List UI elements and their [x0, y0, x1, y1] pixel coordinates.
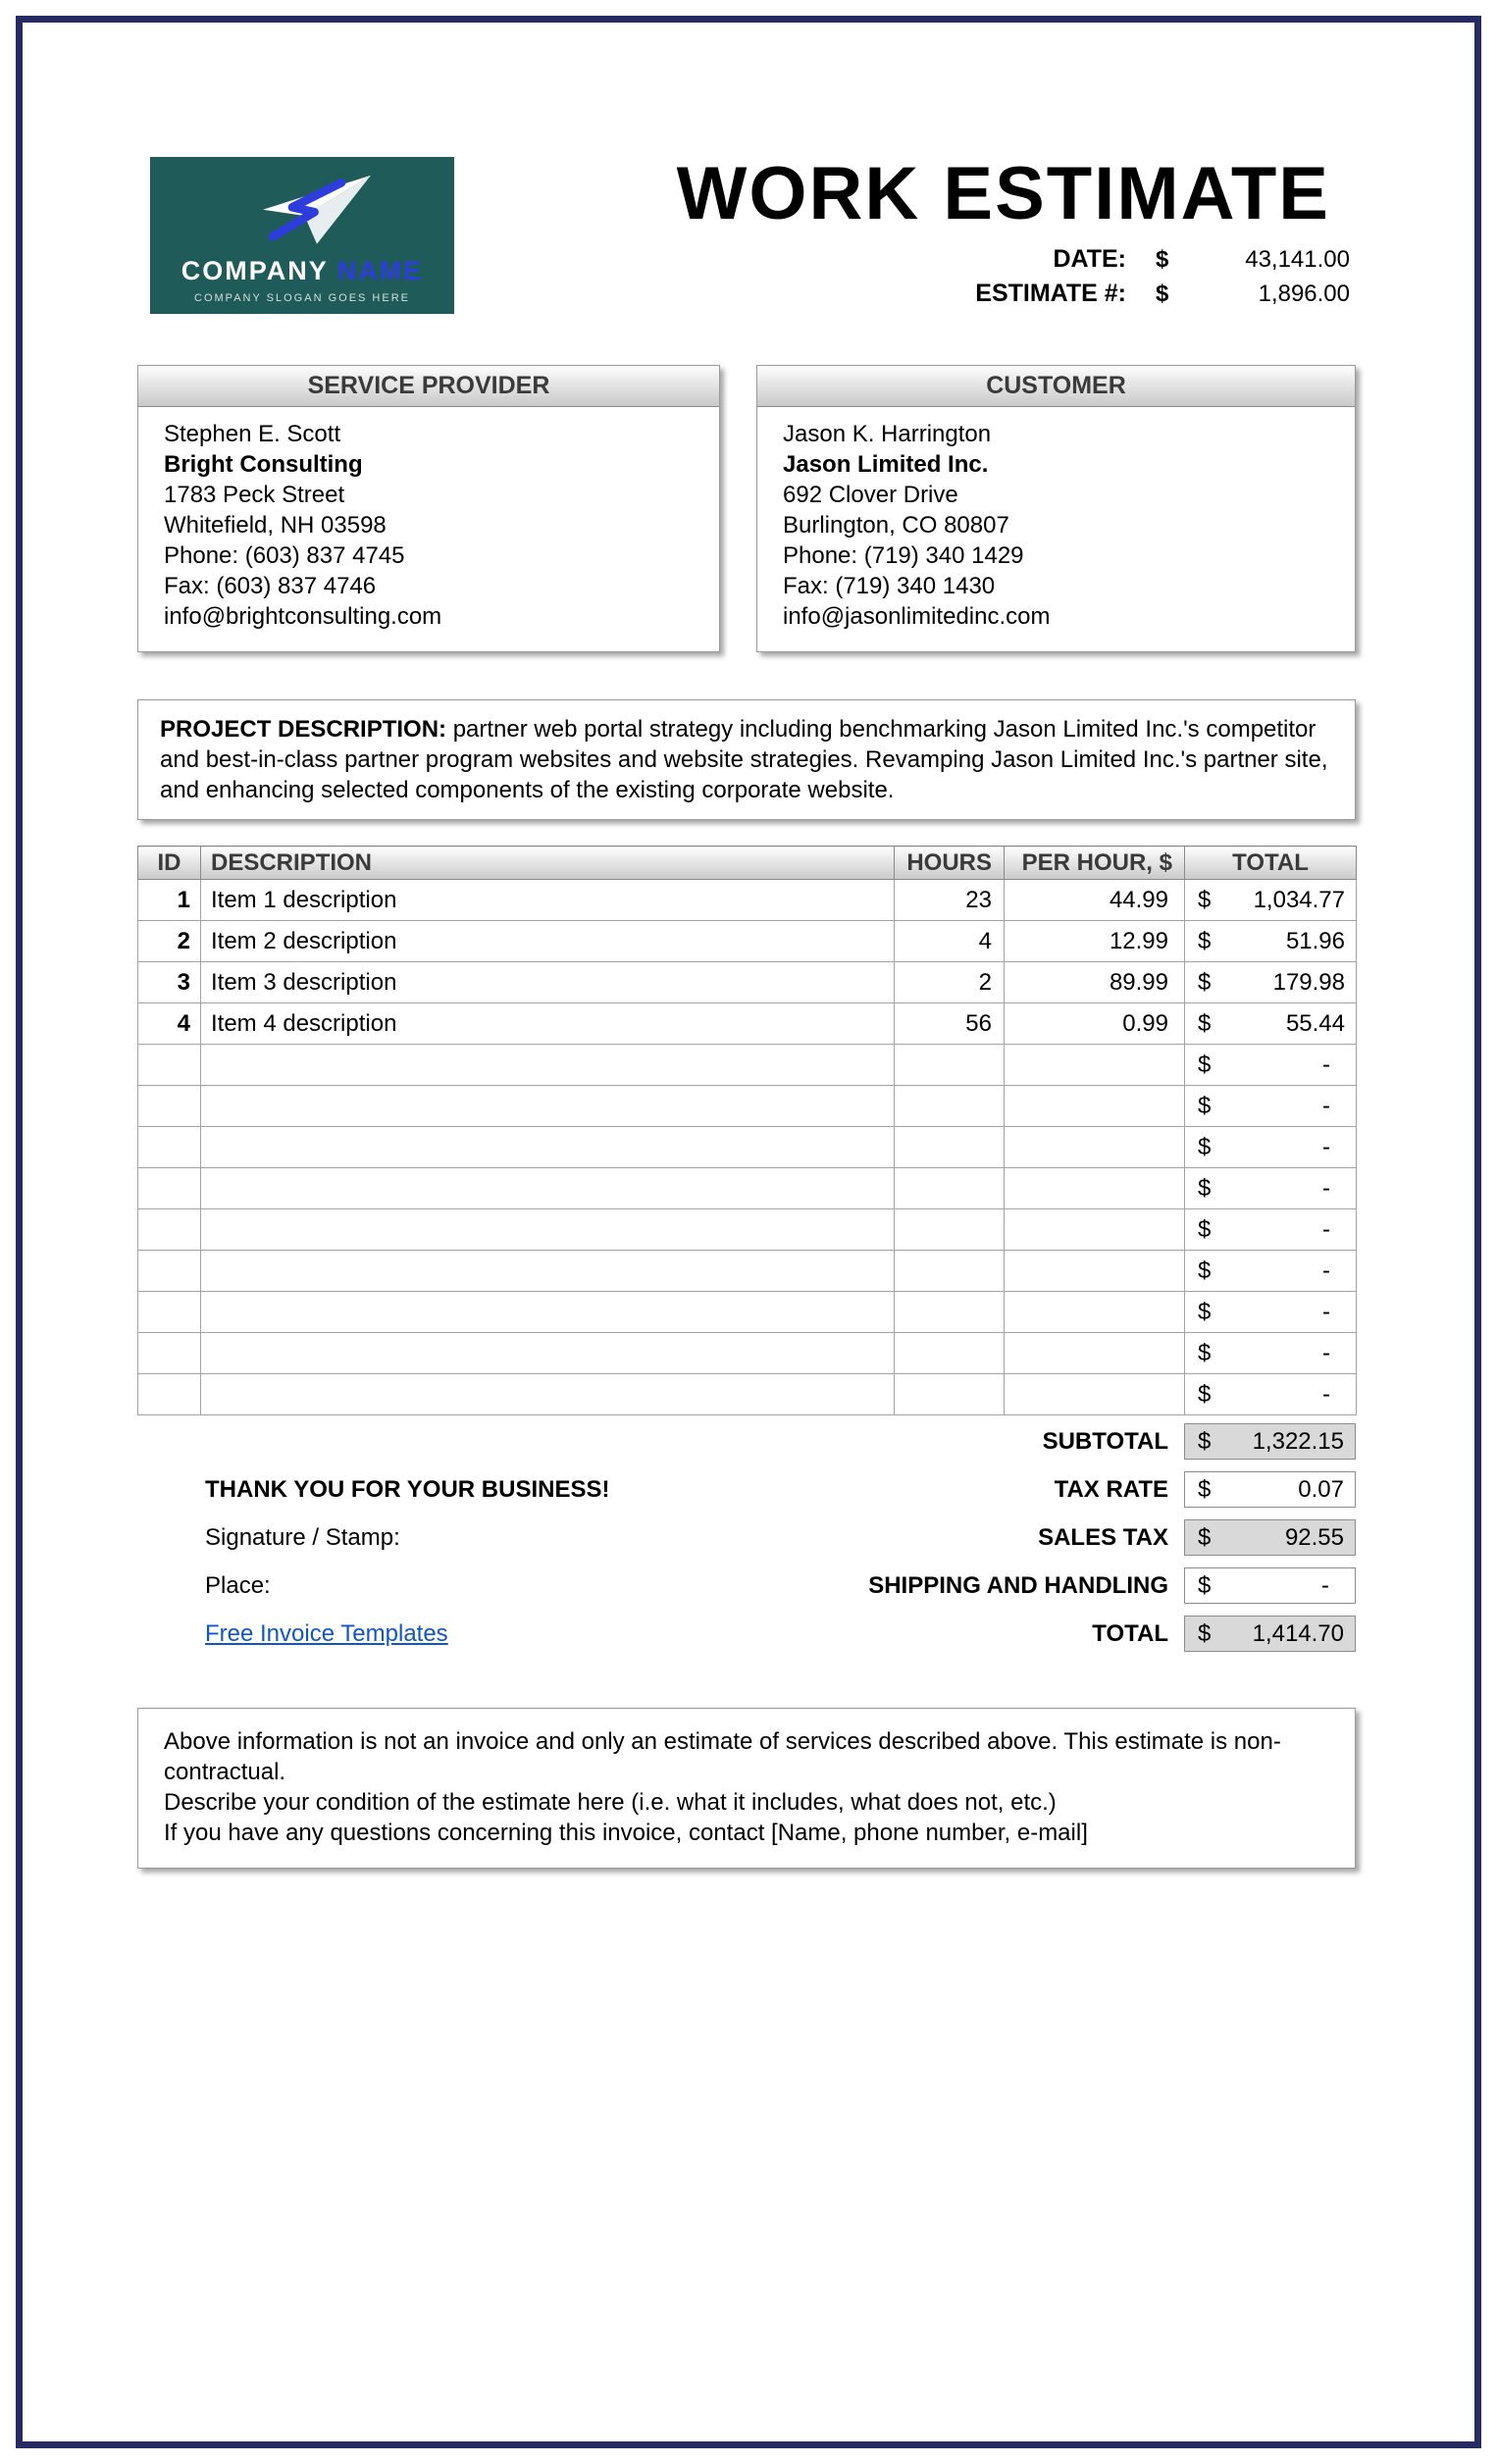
header-hours: HOURS: [895, 847, 1005, 880]
service-provider-box: [137, 365, 720, 652]
estimate-number-currency: $: [1156, 281, 1169, 307]
customer-box: [756, 365, 1356, 652]
service-provider-header: SERVICE PROVIDER: [138, 366, 719, 407]
item-description: [201, 1045, 895, 1086]
item-total: [1185, 1374, 1357, 1415]
logo-word-name: NAME: [336, 256, 424, 285]
item-total-amount: 55.44: [1285, 1009, 1345, 1037]
item-total: [1185, 1086, 1357, 1127]
item-per-hour: [1005, 1045, 1185, 1086]
total-currency: $: [1198, 1619, 1212, 1647]
item-id: [138, 1209, 201, 1251]
sales-tax-amount: 92.55: [1284, 1523, 1344, 1551]
date-value: 43,141.00: [1245, 246, 1350, 273]
item-row: [138, 1127, 1357, 1168]
item-id: [138, 1333, 201, 1374]
customer-city: Burlington, CO 80807: [783, 512, 1009, 539]
customer-fax: Fax: (719) 340 1430: [783, 573, 996, 599]
item-total: [1185, 1045, 1357, 1086]
item-id: 2: [138, 921, 201, 962]
sales-tax-label: SALES TAX: [1038, 1523, 1168, 1551]
shipping-row: [137, 1562, 1356, 1610]
shipping-amount: -: [1321, 1571, 1329, 1599]
tax-rate-value-box: [1184, 1471, 1356, 1508]
tax-rate-label: TAX RATE: [1054, 1475, 1168, 1503]
logo-word-company: COMPANY: [181, 256, 329, 285]
item-id: [138, 1168, 201, 1209]
note-line-1: Above information is not an invoice and only an estimate of services described above. This estimate is non-contractual.: [164, 1728, 1281, 1785]
project-description-text: partner web portal strategy including benchmarking Jason Limited Inc.'s competitor and best-in-class partner program websites and website strategies. Revamping Jason Limited Inc.'s partner site, and enhancing selected components of the existing corporate website.: [160, 716, 1328, 803]
item-total: [1185, 1003, 1357, 1045]
item-row: [138, 1209, 1357, 1251]
item-total-amount: -: [1322, 1380, 1330, 1408]
signature-stamp-label: Signature / Stamp:: [205, 1523, 400, 1551]
disclaimer-notes-box: [137, 1708, 1356, 1869]
item-total-amount: -: [1322, 1174, 1330, 1202]
item-per-hour: 12.99: [1005, 921, 1185, 962]
item-hours: 23: [895, 880, 1005, 921]
sales-tax-row: [137, 1514, 1356, 1562]
item-total-currency: $: [1198, 1298, 1212, 1325]
item-row: [138, 1333, 1357, 1374]
item-per-hour: 89.99: [1005, 962, 1185, 1003]
item-per-hour: [1005, 1374, 1185, 1415]
item-total-currency: $: [1198, 1009, 1212, 1037]
subtotal-row: [137, 1417, 1356, 1465]
item-total-currency: $: [1198, 927, 1212, 954]
item-hours: [895, 1292, 1005, 1333]
logo-company-name: [181, 256, 424, 286]
sales-tax-value-box: [1184, 1519, 1356, 1556]
item-per-hour: 0.99: [1005, 1003, 1185, 1045]
total-label: TOTAL: [1092, 1619, 1168, 1647]
customer-phone: Phone: (719) 340 1429: [783, 542, 1024, 569]
item-id: [138, 1292, 201, 1333]
item-total-currency: $: [1198, 886, 1212, 913]
customer-header: CUSTOMER: [757, 366, 1355, 407]
item-total-currency: $: [1198, 1133, 1212, 1160]
provider-street: 1783 Peck Street: [164, 482, 345, 508]
item-total-amount: -: [1322, 1298, 1330, 1325]
item-per-hour: 44.99: [1005, 880, 1185, 921]
shipping-value-box: [1184, 1567, 1356, 1604]
item-total-currency: $: [1198, 1051, 1212, 1078]
item-total: [1185, 921, 1357, 962]
tax-rate-currency: $: [1198, 1475, 1212, 1503]
item-row: [138, 1168, 1357, 1209]
item-total: [1185, 1251, 1357, 1292]
item-description: [201, 1292, 895, 1333]
item-total-amount: -: [1322, 1339, 1330, 1366]
item-id: 3: [138, 962, 201, 1003]
item-hours: [895, 1086, 1005, 1127]
customer-details: [757, 407, 1355, 651]
item-description: [201, 1168, 895, 1209]
item-hours: [895, 1127, 1005, 1168]
estimate-number-row: [677, 280, 1350, 314]
item-per-hour: [1005, 1086, 1185, 1127]
summary-section: [137, 1417, 1356, 1658]
item-row: [138, 1251, 1357, 1292]
provider-name: Stephen E. Scott: [164, 421, 341, 447]
item-description: Item 2 description: [201, 921, 895, 962]
templates-link-wrap: [137, 1620, 448, 1648]
item-hours: [895, 1251, 1005, 1292]
item-id: [138, 1251, 201, 1292]
item-total-amount: 1,034.77: [1253, 886, 1345, 913]
item-total-currency: $: [1198, 1092, 1212, 1119]
item-id: [138, 1086, 201, 1127]
item-total-currency: $: [1198, 1339, 1212, 1366]
item-row: [138, 1292, 1357, 1333]
customer-street: 692 Clover Drive: [783, 482, 958, 508]
provider-email: info@brightconsulting.com: [164, 603, 442, 630]
item-description: [201, 1127, 895, 1168]
title-block: [676, 152, 1356, 314]
note-line-3: If you have any questions concerning this invoice, contact [Name, phone number, e-mail]: [164, 1820, 1088, 1846]
item-total-currency: $: [1198, 1380, 1212, 1408]
item-id: [138, 1045, 201, 1086]
item-hours: [895, 1333, 1005, 1374]
item-id: 4: [138, 1003, 201, 1045]
item-hours: 4: [895, 921, 1005, 962]
item-hours: [895, 1045, 1005, 1086]
header-description: DESCRIPTION: [201, 847, 895, 880]
item-description: Item 1 description: [201, 880, 895, 921]
item-row: [138, 962, 1357, 1003]
estimate-number-value: 1,896.00: [1258, 281, 1350, 307]
item-hours: 56: [895, 1003, 1005, 1045]
item-total-amount: -: [1322, 1215, 1330, 1243]
item-total-amount: 179.98: [1272, 968, 1345, 996]
service-provider-details: [138, 407, 719, 651]
customer-email: info@jasonlimitedinc.com: [783, 603, 1051, 630]
total-row: [137, 1610, 1356, 1658]
item-total-currency: $: [1198, 1174, 1212, 1202]
item-per-hour: [1005, 1251, 1185, 1292]
item-row: [138, 1086, 1357, 1127]
subtotal-currency: $: [1198, 1427, 1212, 1455]
item-description: [201, 1333, 895, 1374]
thank-you-note: THANK YOU FOR YOUR BUSINESS!: [205, 1475, 610, 1503]
item-total: [1185, 962, 1357, 1003]
item-total-currency: $: [1198, 968, 1212, 996]
item-total-amount: -: [1322, 1092, 1330, 1119]
item-description: [201, 1209, 895, 1251]
free-invoice-templates-link[interactable]: Free Invoice Templates: [205, 1619, 448, 1647]
item-hours: [895, 1209, 1005, 1251]
header-per-hour: PER HOUR, $: [1005, 847, 1185, 880]
item-total-amount: 51.96: [1285, 927, 1345, 954]
item-description: Item 4 description: [201, 1003, 895, 1045]
subtotal-value-box: [1184, 1423, 1356, 1460]
subtotal-label: SUBTOTAL: [1042, 1427, 1168, 1455]
company-logo: [150, 157, 454, 314]
provider-city: Whitefield, NH 03598: [164, 512, 387, 539]
item-row: [138, 1003, 1357, 1045]
item-id: [138, 1374, 201, 1415]
item-total: [1185, 1168, 1357, 1209]
item-total-amount: -: [1322, 1133, 1330, 1160]
tax-rate-amount: 0.07: [1298, 1475, 1344, 1503]
item-per-hour: [1005, 1127, 1185, 1168]
estimate-meta: [677, 245, 1350, 314]
item-total-currency: $: [1198, 1257, 1212, 1284]
logo-slogan: COMPANY SLOGAN GOES HERE: [194, 292, 410, 304]
item-description: [201, 1374, 895, 1415]
item-hours: 2: [895, 962, 1005, 1003]
item-total: [1185, 880, 1357, 921]
item-id: [138, 1127, 201, 1168]
item-per-hour: [1005, 1292, 1185, 1333]
item-description: [201, 1086, 895, 1127]
total-value-box: [1184, 1616, 1356, 1652]
item-total-currency: $: [1198, 1215, 1212, 1243]
item-total: [1185, 1292, 1357, 1333]
parties-section: [137, 365, 1356, 652]
tax-rate-row: [137, 1465, 1356, 1514]
logo-plane-icon: [229, 165, 376, 256]
project-description-label: PROJECT DESCRIPTION:: [160, 716, 447, 743]
sales-tax-currency: $: [1198, 1523, 1212, 1551]
date-currency: $: [1156, 246, 1169, 273]
shipping-label: SHIPPING AND HANDLING: [868, 1571, 1168, 1599]
header-total: TOTAL: [1185, 847, 1357, 880]
estimate-number-label: ESTIMATE #:: [975, 280, 1126, 307]
subtotal-amount: 1,322.15: [1252, 1427, 1344, 1455]
item-total: [1185, 1209, 1357, 1251]
item-hours: [895, 1374, 1005, 1415]
provider-company: Bright Consulting: [164, 451, 363, 478]
item-total: [1185, 1333, 1357, 1374]
shipping-currency: $: [1198, 1571, 1212, 1599]
item-per-hour: [1005, 1333, 1185, 1374]
table-header-row: [138, 847, 1357, 880]
date-row: [677, 245, 1350, 280]
provider-fax: Fax: (603) 837 4746: [164, 573, 377, 599]
item-total-amount: -: [1322, 1051, 1330, 1078]
item-row: [138, 1045, 1357, 1086]
item-row: [138, 880, 1357, 921]
item-total-amount: -: [1322, 1257, 1330, 1284]
item-description: [201, 1251, 895, 1292]
page-title: WORK ESTIMATE: [676, 152, 1330, 235]
item-description: Item 3 description: [201, 962, 895, 1003]
header-section: [137, 152, 1356, 314]
place-label: Place:: [205, 1571, 271, 1599]
item-hours: [895, 1168, 1005, 1209]
item-total: [1185, 1127, 1357, 1168]
provider-phone: Phone: (603) 837 4745: [164, 542, 405, 569]
item-per-hour: [1005, 1209, 1185, 1251]
item-per-hour: [1005, 1168, 1185, 1209]
item-row: [138, 1374, 1357, 1415]
item-row: [138, 921, 1357, 962]
customer-name: Jason K. Harrington: [783, 421, 992, 447]
document-page: [16, 16, 1481, 2448]
total-amount: 1,414.70: [1252, 1619, 1344, 1647]
note-line-2: Describe your condition of the estimate here (i.e. what it includes, what does not, etc.): [164, 1789, 1057, 1816]
customer-company: Jason Limited Inc.: [783, 451, 989, 478]
item-id: 1: [138, 880, 201, 921]
line-items-table: [137, 846, 1357, 1415]
header-id: ID: [138, 847, 201, 880]
project-description-box: [137, 699, 1356, 820]
date-label: DATE:: [1053, 245, 1126, 273]
